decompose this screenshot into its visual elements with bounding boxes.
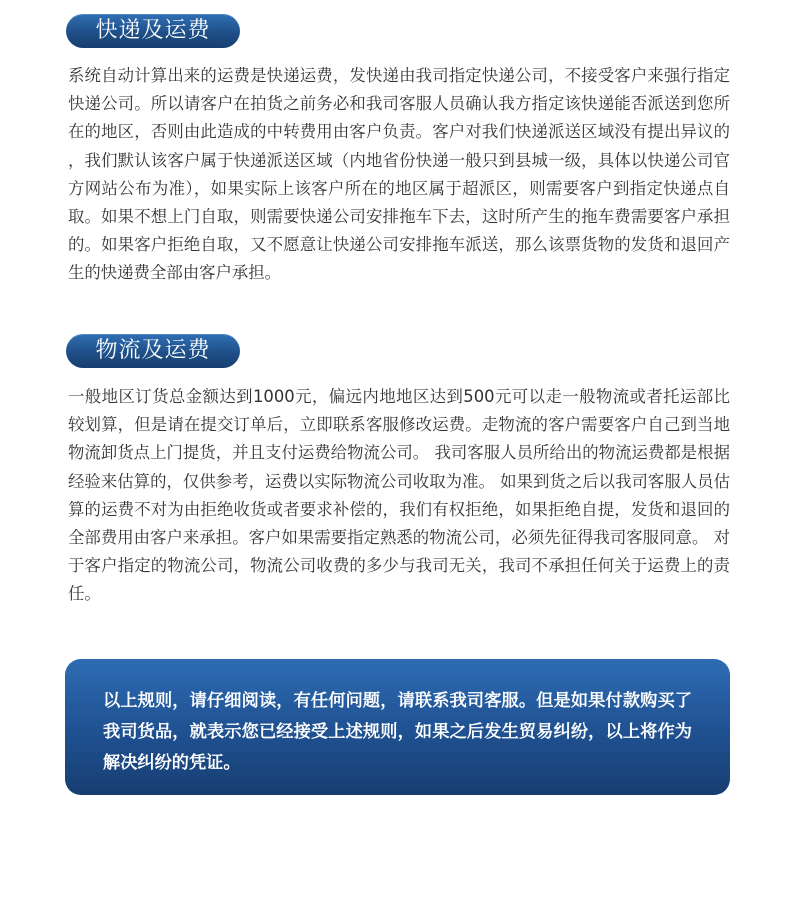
- express-shipping-policy-text: 系统自动计算出来的运费是快递运费，发快递由我司指定快递公司，不接受客户来强行指定快递公司。所以请客户在拍货之前务必和我司客服人员确认我方指定该快递能否派送到您所在的地区，否则由此造成的中转费用由客户负责。客户对我们快递派送区域没有提出异议的，我们默认该客户属于快递派送区域（内地省份快递一般只到县城一级，具体以快递公司官方网站公布为准），如果实际上该客户所在的地区属于超派区，则需要客户到指定快递点自取。如果不想上门自取，则需要快递公司安排拖车下去，这时所产生的拖车费需要客户承担的。如果客户拒绝自取，又不愿意让快递公司安排拖车派送，那么该票货物的发货和退回产生的快递费全部由客户承担。: [68, 66, 730, 283]
- rules-notice-box: [65, 659, 730, 795]
- section-title-logistics-shipping: 物流及运费: [66, 334, 240, 368]
- rules-notice-text: 以上规则，请仔细阅读，有任何问题，请联系我司客服。但是如果付款购买了我司货品，就表示您已经接受上述规则，如果之后发生贸易纠纷，以上将作为解决纠纷的凭证。: [103, 691, 692, 773]
- section-title-express-shipping: 快递及运费: [66, 14, 240, 48]
- logistics-shipping-policy-text: 一般地区订货总金额达到1000元，偏远内地地区达到500元可以走一般物流或者托运部比较划算，但是请在提交订单后，立即联系客服修改运费。走物流的客户需要客户自己到当地物流卸货点上门提货，并且支付运费给物流公司。 我司客服人员所给出的物流运费都是根据经验来估算的，仅供参考，运费以实际物流公司收取为准。 如果到货之后以我司客服人员估算的运费不对为由拒绝收货或者要求补偿的，我们有权拒绝，如果拒绝自提，发货和退回的全部费用由客户来承担。客户如果需要指定熟悉的物流公司，必须先征得我司客服同意。 对于客户指定的物流公司，物流公司收费的多少与我司无关，我司不承担任何关于运费上的责任。: [68, 387, 730, 604]
